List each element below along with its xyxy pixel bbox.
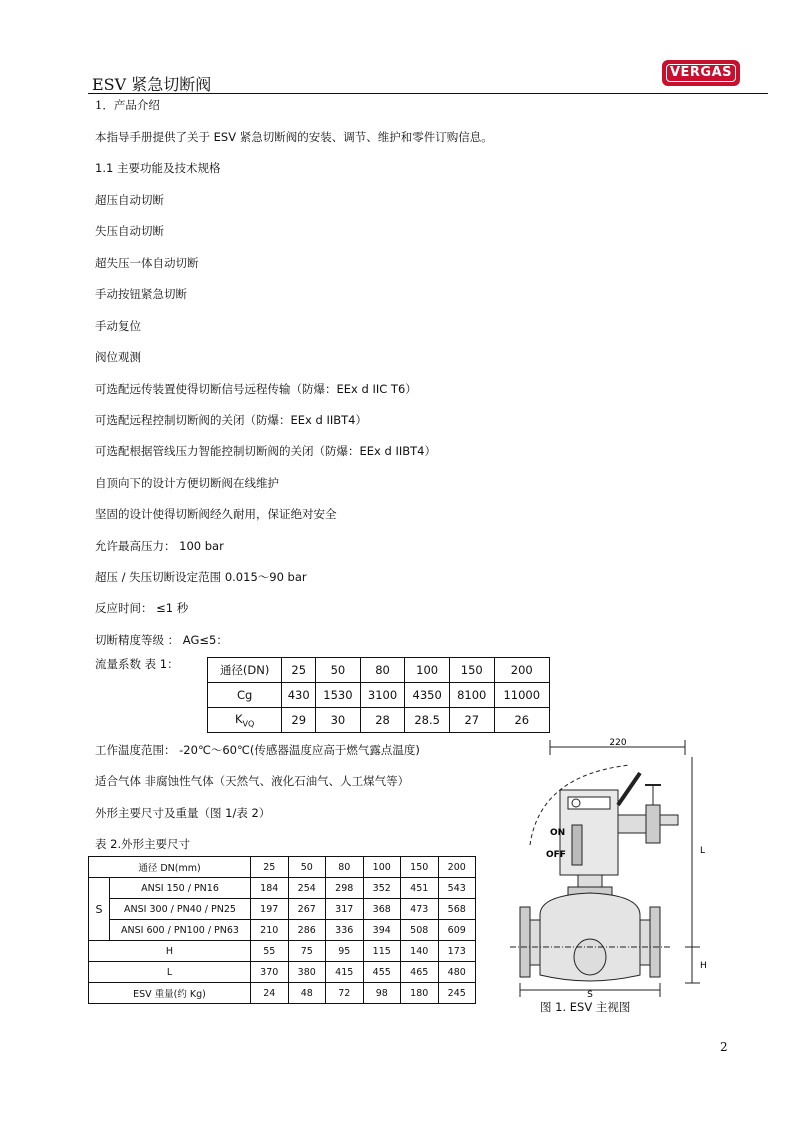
- table-cell: Cg: [208, 683, 282, 708]
- section-heading-1: 1．产品介绍: [95, 98, 160, 112]
- table-row: [89, 920, 476, 941]
- table-cell: 55: [251, 941, 289, 962]
- table-cell: 30: [316, 708, 361, 733]
- table-cell: 184: [251, 878, 289, 899]
- spec-accuracy: 切断精度等级 ： AG≤5：: [95, 633, 228, 647]
- table-cell: 115: [363, 941, 401, 962]
- table-cell: L: [89, 962, 251, 983]
- table-cell: ANSI 300 / PN40 / PN25: [110, 899, 251, 920]
- dim-top-label: 220: [609, 738, 627, 748]
- table-row: [89, 857, 476, 878]
- table-row: [89, 962, 476, 983]
- feature-line: 可选配根据管线压力智能控制切断阀的关闭（防爆：EEx d IIBT4）: [95, 444, 436, 458]
- table-row: [89, 899, 476, 920]
- table-row: [208, 658, 550, 683]
- table-cell: 80: [360, 658, 405, 683]
- table-cell: 28: [360, 708, 405, 733]
- table-cell: 465: [401, 962, 439, 983]
- table-row: [208, 683, 550, 708]
- table-cell: ANSI 150 / PN16: [110, 878, 251, 899]
- table-cell: ANSI 600 / PN100 / PN63: [110, 920, 251, 941]
- off-label: OFF: [546, 850, 566, 860]
- feature-line: 失压自动切断: [95, 224, 164, 238]
- table-cell: 543: [438, 878, 476, 899]
- table-cell: 298: [326, 878, 364, 899]
- table-cell: 180: [401, 983, 439, 1004]
- table-row: [89, 878, 476, 899]
- logo-text: VERGAS: [669, 65, 733, 80]
- table-cell: 480: [438, 962, 476, 983]
- table-cell: 173: [438, 941, 476, 962]
- feature-line: 可选配远程控制切断阀的关闭（防爆：EEx d IIBT4）: [95, 413, 367, 427]
- table-cell: 25: [282, 658, 316, 683]
- table-cell: 368: [363, 899, 401, 920]
- feature-line: 可选配远传装置使得切断信号远程传输（防爆：EEx d IIC T6）: [95, 382, 417, 396]
- table-cell: 430: [282, 683, 316, 708]
- table-cell: 286: [288, 920, 326, 941]
- table-cell: 394: [363, 920, 401, 941]
- feature-line: 阀位观测: [95, 350, 141, 364]
- table-cell: 336: [326, 920, 364, 941]
- table-cell: 通径(DN): [208, 658, 282, 683]
- table-cell: 210: [251, 920, 289, 941]
- table-cell: 26: [494, 708, 549, 733]
- table-cell: 568: [438, 899, 476, 920]
- table-cell: 352: [363, 878, 401, 899]
- table-cell: 609: [438, 920, 476, 941]
- figure-caption: 图 1. ESV 主视图: [540, 1000, 631, 1014]
- header-rule: [88, 93, 768, 94]
- section-heading-1-1: 1.1 主要功能及技术规格: [95, 161, 221, 175]
- table-cell: 95: [326, 941, 364, 962]
- table-row: [89, 941, 476, 962]
- page-number: 2: [720, 1040, 728, 1054]
- spec-temperature: 工作温度范围： -20℃～60℃(传感器温度应高于燃气露点温度): [95, 743, 420, 757]
- table-cell: H: [89, 941, 251, 962]
- table-cell: 140: [401, 941, 439, 962]
- vergas-logo: [662, 60, 740, 86]
- table-cell: 200: [438, 857, 476, 878]
- table-cell: 100: [405, 658, 450, 683]
- table-cell: [208, 708, 282, 733]
- table-cell: 24: [251, 983, 289, 1004]
- feature-line: 超失压一体自动切断: [95, 256, 199, 270]
- table-cell: 98: [363, 983, 401, 1004]
- table-cell: 28.5: [405, 708, 450, 733]
- dim-h-label: H: [700, 961, 707, 971]
- table-cell: 415: [326, 962, 364, 983]
- table-cell: 1530: [316, 683, 361, 708]
- kvq-sub: VQ: [242, 719, 255, 729]
- table-cell: 29: [282, 708, 316, 733]
- table-cell: 150: [449, 658, 494, 683]
- spec-gas: 适合气体 非腐蚀性气体（天然气、液化石油气、人工煤气等）: [95, 774, 410, 788]
- dim-s-label: S: [587, 990, 593, 997]
- table-cell: 通径 DN(mm): [89, 857, 251, 878]
- table-cell: 508: [401, 920, 439, 941]
- feature-line: 手动按钮紧急切断: [95, 287, 187, 301]
- esv-front-view-diagram: [500, 735, 710, 997]
- table-cell: 48: [288, 983, 326, 1004]
- table-cell: 50: [316, 658, 361, 683]
- kvq-label: K: [234, 711, 243, 726]
- table-cell: 317: [326, 899, 364, 920]
- table-cell: 75: [288, 941, 326, 962]
- spec-response-time: 反应时间： ≤1 秒: [95, 601, 189, 615]
- table-cell: 370: [251, 962, 289, 983]
- table-cell: 267: [288, 899, 326, 920]
- dim-l-label: L: [700, 846, 706, 856]
- table-cell: 80: [326, 857, 364, 878]
- table-cell: 11000: [494, 683, 549, 708]
- table-cell: 25: [251, 857, 289, 878]
- table-cell: 200: [494, 658, 549, 683]
- table-cell: S: [89, 878, 110, 941]
- feature-line: 手动复位: [95, 319, 141, 333]
- spec-setting-range: 超压 / 失压切断设定范围 0.015～90 bar: [95, 570, 307, 584]
- header-title: ESV 紧急切断阀: [92, 75, 212, 94]
- table-cell: 150: [401, 857, 439, 878]
- dimensions-intro: 外形主要尺寸及重量（图 1/表 2）: [95, 806, 271, 820]
- table-cell: 245: [438, 983, 476, 1004]
- table-cell: 8100: [449, 683, 494, 708]
- spec-max-pressure: 允许最高压力： 100 bar: [95, 539, 224, 553]
- table-row: [89, 983, 476, 1004]
- feature-line: 自顶向下的设计方便切断阀在线维护: [95, 476, 279, 490]
- table-cell: 4350: [405, 683, 450, 708]
- table-cell: 50: [288, 857, 326, 878]
- table2-title: 表 2.外形主要尺寸: [95, 837, 191, 851]
- table-cell: 451: [401, 878, 439, 899]
- intro-text: 本指导手册提供了关于 ESV 紧急切断阀的安装、调节、维护和零件订购信息。: [95, 130, 493, 144]
- flow-coefficient-table: [207, 657, 550, 733]
- table-cell: 3100: [360, 683, 405, 708]
- table-cell: 473: [401, 899, 439, 920]
- table-cell: 72: [326, 983, 364, 1004]
- table-cell: 27: [449, 708, 494, 733]
- table-cell: 100: [363, 857, 401, 878]
- table-cell: 455: [363, 962, 401, 983]
- table-cell: 197: [251, 899, 289, 920]
- feature-line: 超压自动切断: [95, 193, 164, 207]
- feature-line: 坚固的设计使得切断阀经久耐用，保证绝对安全: [95, 507, 337, 521]
- table-row: [208, 708, 550, 733]
- on-label: ON: [550, 828, 566, 838]
- flow-coefficient-label: 流量系数 表 1：: [95, 657, 179, 671]
- table-cell: 380: [288, 962, 326, 983]
- table-cell: 254: [288, 878, 326, 899]
- table-cell: ESV 重量(约 Kg): [89, 983, 251, 1004]
- dimensions-table: [88, 856, 476, 1004]
